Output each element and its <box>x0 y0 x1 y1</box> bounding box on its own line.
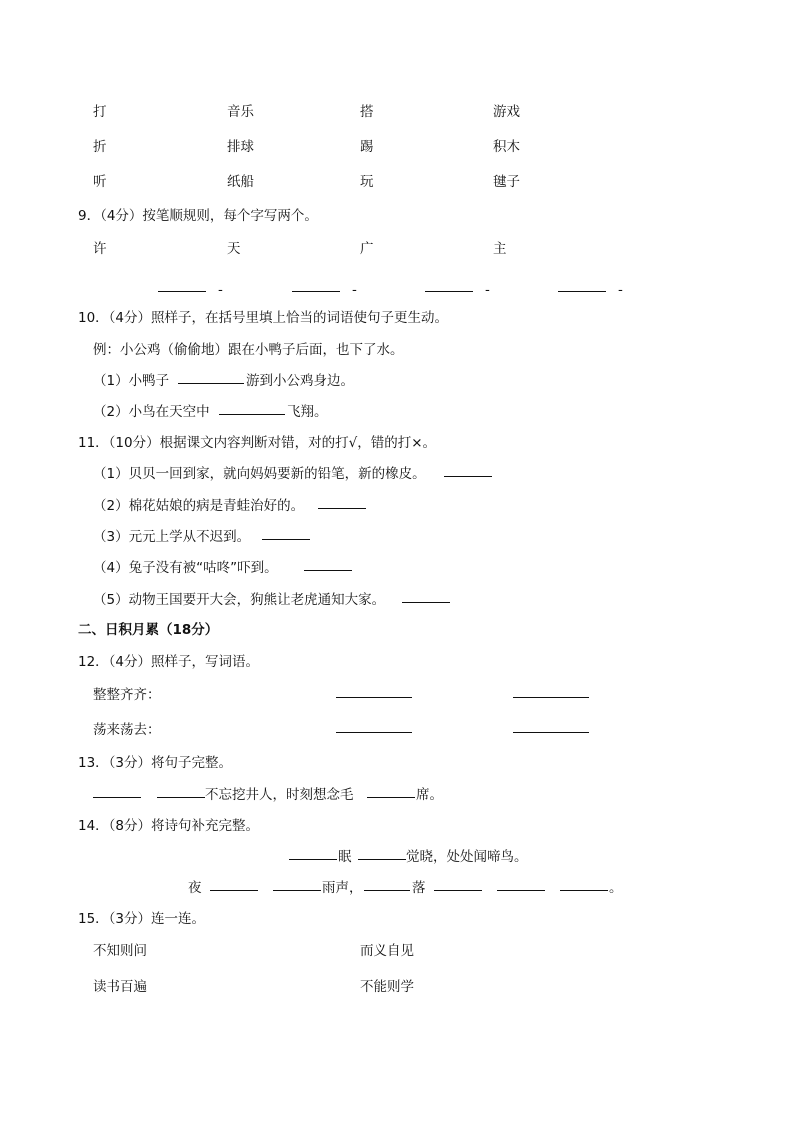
item-prefix: （2）小鸟在天空中 <box>93 404 210 420</box>
word: 踢 <box>360 139 374 155</box>
question-title: 11．（10分）根据课文内容判断对错，对的打√，错的打×。 <box>78 435 437 451</box>
sentence-text: 不忘挖井人，时刻想念毛 <box>205 787 354 803</box>
answer-blank[interactable] <box>219 401 285 415</box>
item-suffix: 飞翔。 <box>287 404 328 420</box>
answer-blank[interactable] <box>444 463 492 477</box>
judge-item: （3）元元上学从不迟到。 <box>93 529 251 545</box>
answer-blank[interactable] <box>497 877 545 891</box>
word: 搭 <box>360 104 374 120</box>
stroke-char: 主 <box>493 241 507 257</box>
word: 游戏 <box>493 104 520 120</box>
section-heading: 二、日积月累（18分） <box>78 622 219 638</box>
example-word: 整整齐齐： <box>93 687 161 703</box>
stroke-char: 许 <box>93 241 107 257</box>
answer-blank[interactable] <box>292 278 340 292</box>
word: 积木 <box>493 139 520 155</box>
connect-left-item[interactable]: 不知则问 <box>93 943 147 959</box>
judge-item: （1）贝贝一回到家，就向妈妈要新的铅笔，新的橡皮。 <box>93 466 426 482</box>
answer-blank[interactable] <box>178 370 244 384</box>
answer-blank[interactable] <box>157 784 205 798</box>
answer-blank[interactable] <box>425 278 473 292</box>
answer-blank[interactable] <box>358 846 406 860</box>
question-title: 10．（4分）照样子，在括号里填上恰当的词语使句子更生动。 <box>78 310 449 326</box>
question-title: 14．（8分）将诗句补充完整。 <box>78 818 260 834</box>
question-title: 9．（4分）按笔顺规则，每个字写两个。 <box>78 208 318 224</box>
answer-blank[interactable] <box>304 557 352 571</box>
answer-blank[interactable] <box>336 719 412 733</box>
example-sentence: 例：小公鸡（偷偷地）跟在小鸭子后面，也下了水。 <box>93 342 404 358</box>
connect-left-item[interactable]: 读书百遍 <box>93 979 147 995</box>
connect-right-item[interactable]: 不能则学 <box>360 979 414 995</box>
answer-blank[interactable] <box>367 784 415 798</box>
stroke-char: 天 <box>227 241 241 257</box>
answer-blank[interactable] <box>262 526 310 540</box>
separator-dash: - <box>485 282 490 298</box>
answer-blank[interactable] <box>273 877 321 891</box>
answer-blank[interactable] <box>560 877 608 891</box>
answer-blank[interactable] <box>364 877 410 891</box>
poem-text: 落 <box>412 880 426 896</box>
answer-blank[interactable] <box>289 846 337 860</box>
question-title: 13．（3分）将句子完整。 <box>78 755 233 771</box>
connect-right-item[interactable]: 而义自见 <box>360 943 414 959</box>
answer-blank[interactable] <box>318 495 366 509</box>
poem-text: 。 <box>609 880 623 896</box>
word: 排球 <box>227 139 254 155</box>
separator-dash: - <box>352 282 357 298</box>
word: 纸船 <box>227 174 254 190</box>
word: 打 <box>93 104 107 120</box>
word: 音乐 <box>227 104 254 120</box>
example-word: 荡来荡去： <box>93 722 161 738</box>
stroke-char: 广 <box>360 241 374 257</box>
poem-text: 夜 <box>188 880 202 896</box>
word: 玩 <box>360 174 374 190</box>
answer-blank[interactable] <box>93 784 141 798</box>
judge-item: （2）棉花姑娘的病是青蛙治好的。 <box>93 498 305 514</box>
answer-blank[interactable] <box>558 278 606 292</box>
answer-blank[interactable] <box>402 589 450 603</box>
word: 毽子 <box>493 174 520 190</box>
question-title: 12．（4分）照样子，写词语。 <box>78 654 260 670</box>
item-prefix: （1）小鸭子 <box>93 373 170 389</box>
answer-blank[interactable] <box>336 684 412 698</box>
word: 听 <box>93 174 107 190</box>
answer-blank[interactable] <box>513 684 589 698</box>
answer-blank[interactable] <box>210 877 258 891</box>
question-title: 15．（3分）连一连。 <box>78 911 206 927</box>
answer-blank[interactable] <box>158 278 206 292</box>
word: 折 <box>93 139 107 155</box>
sentence-text: 席。 <box>416 787 443 803</box>
poem-text: 眠 <box>338 849 352 865</box>
judge-item: （5）动物王国要开大会，狗熊让老虎通知大家。 <box>93 592 386 608</box>
separator-dash: - <box>618 282 623 298</box>
item-suffix: 游到小公鸡身边。 <box>246 373 354 389</box>
poem-text: 觉晓，处处闻啼鸟。 <box>406 849 528 865</box>
separator-dash: - <box>218 282 223 298</box>
judge-item: （4）兔子没有被“咕咚”吓到。 <box>93 560 278 576</box>
answer-blank[interactable] <box>513 719 589 733</box>
answer-blank[interactable] <box>434 877 482 891</box>
poem-text: 雨声， <box>322 880 363 896</box>
